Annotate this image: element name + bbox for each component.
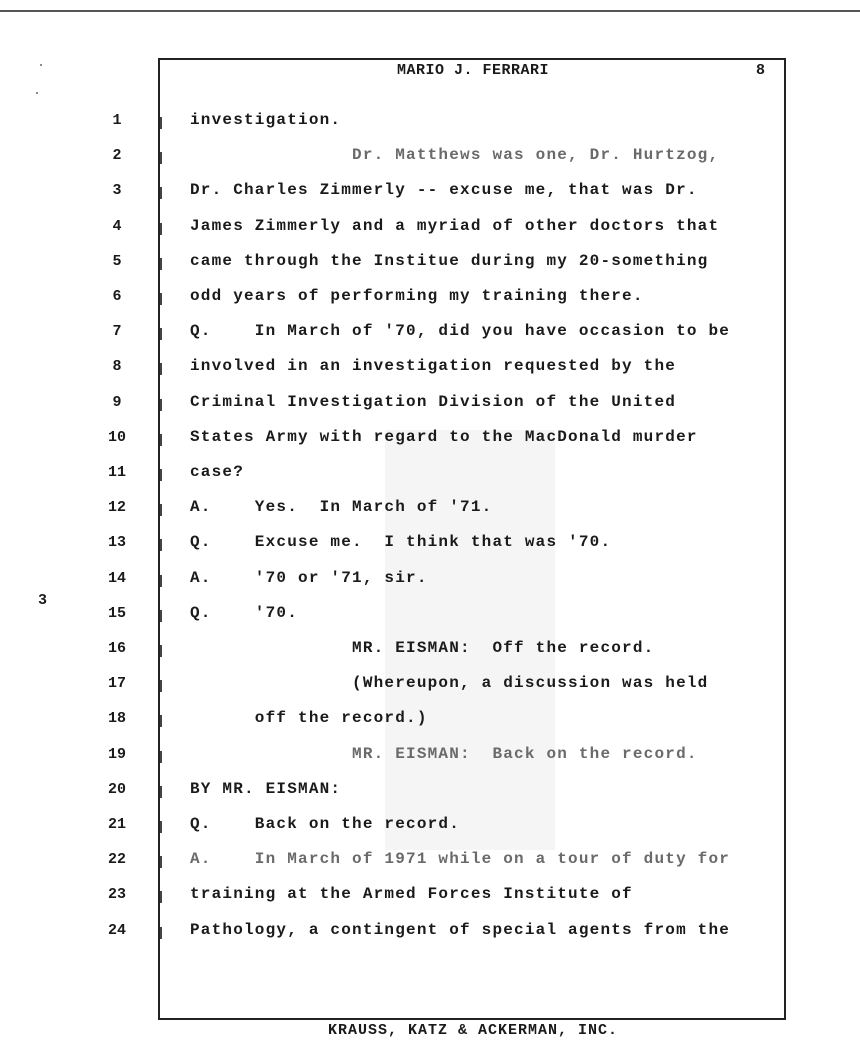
margin-tick <box>160 610 162 622</box>
line-number: 3 <box>112 182 122 199</box>
line-number: 19 <box>107 746 126 763</box>
line-number: 24 <box>107 922 126 939</box>
line-number: 11 <box>107 464 126 481</box>
reporter-footer: KRAUSS, KATZ & ACKERMAN, INC. <box>327 1022 619 1039</box>
transcript-line: Dr. Charles Zimmerly -- excuse me, that was Dr. <box>190 181 698 199</box>
page-number: 8 <box>756 62 766 79</box>
transcript-line: involved in an investigation requested by the <box>190 357 677 375</box>
margin-tick <box>160 575 162 587</box>
transcript-line: MR. EISMAN: Off the record. <box>190 639 655 657</box>
margin-tick <box>160 680 162 692</box>
line-number: 2 <box>112 147 122 164</box>
transcript-line: Q. Back on the record. <box>190 815 461 833</box>
speck <box>40 64 42 66</box>
line-number: 13 <box>107 534 126 551</box>
transcript-line: BY MR. EISMAN: <box>190 780 342 798</box>
witness-name: MARIO J. FERRARI <box>396 62 550 79</box>
transcript-line: Dr. Matthews was one, Dr. Hurtzog, <box>190 146 720 164</box>
margin-tick <box>160 223 162 235</box>
margin-note: 3 <box>38 592 48 609</box>
line-number: 14 <box>107 570 126 587</box>
transcript-line: A. In March of 1971 while on a tour of duty for <box>190 850 731 868</box>
line-number: 5 <box>112 253 122 270</box>
transcript-line: Q. '70. <box>190 604 299 622</box>
margin-tick <box>160 927 162 939</box>
transcript-line: came through the Institue during my 20-something <box>190 252 709 270</box>
line-number: 23 <box>107 886 126 903</box>
margin-tick <box>160 187 162 199</box>
margin-tick <box>160 821 162 833</box>
transcript-line: States Army with regard to the MacDonald murder <box>190 428 698 446</box>
transcript-line: A. Yes. In March of '71. <box>190 498 493 516</box>
transcript-line: Pathology, a contingent of special agents from the <box>190 921 731 939</box>
line-number: 4 <box>112 218 122 235</box>
line-number: 7 <box>112 323 122 340</box>
line-number: 9 <box>112 394 122 411</box>
top-rule <box>0 10 860 12</box>
margin-tick <box>160 363 162 375</box>
margin-tick <box>160 399 162 411</box>
line-number: 8 <box>112 358 122 375</box>
margin-tick <box>160 539 162 551</box>
margin-tick <box>160 751 162 763</box>
line-number: 20 <box>107 781 126 798</box>
margin-tick <box>160 328 162 340</box>
speck <box>36 92 38 94</box>
transcript-line: Criminal Investigation Division of the United <box>190 393 677 411</box>
transcript-line: Q. Excuse me. I think that was '70. <box>190 533 612 551</box>
line-number: 1 <box>112 112 122 129</box>
line-number: 12 <box>107 499 126 516</box>
transcript-line: A. '70 or '71, sir. <box>190 569 428 587</box>
margin-tick <box>160 434 162 446</box>
transcript-line: training at the Armed Forces Institute of <box>190 885 633 903</box>
transcript-line: investigation. <box>190 111 342 129</box>
transcript-line: James Zimmerly and a myriad of other doctors that <box>190 217 720 235</box>
transcript-line: MR. EISMAN: Back on the record. <box>190 745 698 763</box>
line-number: 16 <box>107 640 126 657</box>
line-number: 15 <box>107 605 126 622</box>
margin-tick <box>160 258 162 270</box>
transcript-line: (Whereupon, a discussion was held <box>190 674 709 692</box>
margin-tick <box>160 786 162 798</box>
line-number: 17 <box>107 675 126 692</box>
margin-tick <box>160 645 162 657</box>
line-number: 22 <box>107 851 126 868</box>
transcript-line: odd years of performing my training there. <box>190 287 644 305</box>
margin-tick <box>160 504 162 516</box>
margin-tick <box>160 152 162 164</box>
margin-tick <box>160 117 162 129</box>
transcript-line: case? <box>190 463 245 481</box>
margin-tick <box>160 469 162 481</box>
transcript-line: Q. In March of '70, did you have occasion to be <box>190 322 731 340</box>
line-number: 18 <box>107 710 126 727</box>
margin-tick <box>160 891 162 903</box>
margin-tick <box>160 715 162 727</box>
transcript-line: off the record.) <box>190 709 428 727</box>
line-number: 21 <box>107 816 126 833</box>
line-number: 10 <box>107 429 126 446</box>
margin-tick <box>160 293 162 305</box>
margin-tick <box>160 856 162 868</box>
line-number: 6 <box>112 288 122 305</box>
